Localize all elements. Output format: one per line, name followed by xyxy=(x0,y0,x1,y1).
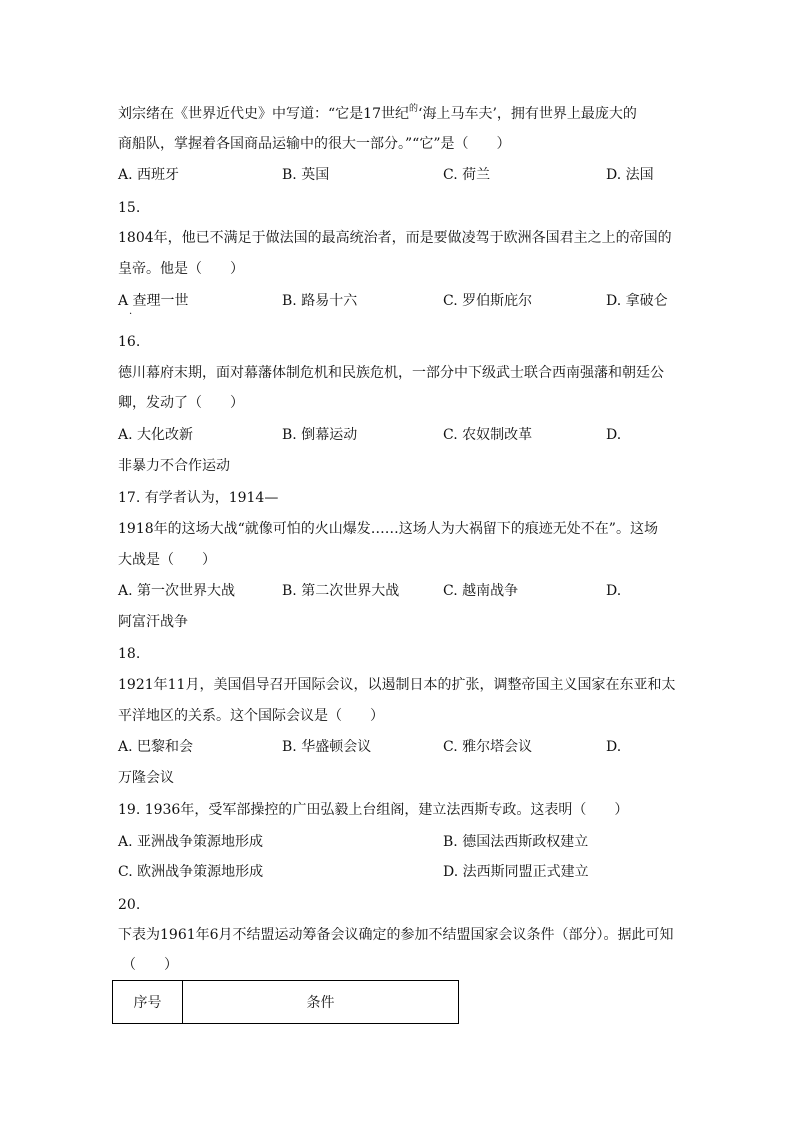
q17-option-d: D. xyxy=(606,583,622,599)
q14-stem-line1 xyxy=(118,105,637,125)
q14-option-b: B. 英国 xyxy=(282,167,330,183)
q18-stem-line2: 平洋地区的关系。这个国际会议是（ ） xyxy=(118,708,384,724)
q14-option-a: A. 西班牙 xyxy=(118,167,180,183)
q20-stem-line1: 下表为1961年6月不结盟运动筹备会议确定的参加不结盟国家会议条件（部分）。据此可知 xyxy=(118,927,674,943)
q17-stem-line1: 1918年的这场大战“就像可怕的火山爆发……这场人为大祸留下的痕迹无处不在”。这场 xyxy=(118,521,658,537)
q20-stem-line2: （ ） xyxy=(122,957,178,973)
q16-stem-line2: 卿，发动了（ ） xyxy=(118,395,244,411)
q20-number: 20. xyxy=(118,897,141,913)
q17-number-line: 17. 有学者认为，1914— xyxy=(118,490,279,506)
q20-conditions-table xyxy=(112,980,459,1024)
q15-option-b: B. 路易十六 xyxy=(282,293,358,309)
q17-option-c: C. 越南战争 xyxy=(443,583,519,599)
q14-stem-line2: 商船队，掌握着各国商品运输中的很大一部分。”“它”是（ ） xyxy=(118,136,511,152)
q18-stem-line1: 1921年11月，美国倡导召开国际会议，以遏制日本的扩张，调整帝国主义国家在东亚和太 xyxy=(118,677,676,693)
q19-option-b: B. 德国法西斯政权建立 xyxy=(443,834,589,850)
q15-option-d: D. 拿破仑 xyxy=(606,293,668,309)
q17-option-b: B. 第二次世界大战 xyxy=(282,583,400,599)
q18-option-c: C. 雅尔塔会议 xyxy=(443,739,533,755)
q19-option-d: D. 法西斯同盟正式建立 xyxy=(443,864,589,880)
q16-number: 16. xyxy=(118,334,141,350)
q16-option-a: A. 大化改新 xyxy=(118,427,194,443)
q15-stem-line1: 1804年，他已不满足于做法国的最高统治者，而是要做凌驾于欧洲各国君主之上的帝国的 xyxy=(118,230,672,246)
q14-option-c: C. 荷兰 xyxy=(443,167,491,183)
q15-option-a-dot: . xyxy=(129,306,133,317)
q15-number: 15. xyxy=(118,200,141,216)
q18-number: 18. xyxy=(118,646,141,662)
q18-option-d: D. xyxy=(606,739,622,755)
q16-stem-line1: 德川幕府末期，面对幕藩体制危机和民族危机，一部分中下级武士联合西南强藩和朝廷公 xyxy=(118,365,664,381)
q17-option-d-text: 阿富汗战争 xyxy=(118,614,188,630)
q19-stem: 19. 1936年，受军部操控的广田弘毅上台组阁，建立法西斯专政。这表明（ ） xyxy=(118,802,629,818)
table-header-index: 序号 xyxy=(113,981,183,1024)
q18-option-a: A. 巴黎和会 xyxy=(118,739,194,755)
q17-stem-line2: 大战是（ ） xyxy=(118,552,216,568)
q16-option-b: B. 倒幕运动 xyxy=(282,427,358,443)
table-header-condition: 条件 xyxy=(183,981,459,1024)
q14-stem-part1: 刘宗绪在《世界近代史》中写道：“它是17世纪 xyxy=(118,106,409,122)
table-header-row xyxy=(113,981,459,1024)
q15-option-c: C. 罗伯斯庇尔 xyxy=(443,293,533,309)
q14-stem-part2: ‘海上马车夫’，拥有世界上最庞大的 xyxy=(418,106,637,122)
q16-option-d: D. xyxy=(606,427,622,443)
q16-option-d-text: 非暴力不合作运动 xyxy=(118,458,230,474)
q18-option-b: B. 华盛顿会议 xyxy=(282,739,372,755)
q14-stem-sup: 的 xyxy=(408,104,418,114)
q19-option-a: A. 亚洲战争策源地形成 xyxy=(118,834,264,850)
q17-option-a: A. 第一次世界大战 xyxy=(118,583,236,599)
q16-option-c: C. 农奴制改革 xyxy=(443,427,533,443)
q19-option-c: C. 欧洲战争策源地形成 xyxy=(118,864,264,880)
q15-option-a: A 查理一世 xyxy=(118,293,189,309)
q15-stem-line2: 皇帝。他是（ ） xyxy=(118,261,244,277)
q18-option-d-text: 万隆会议 xyxy=(118,770,174,786)
q14-option-d: D. 法国 xyxy=(606,167,654,183)
